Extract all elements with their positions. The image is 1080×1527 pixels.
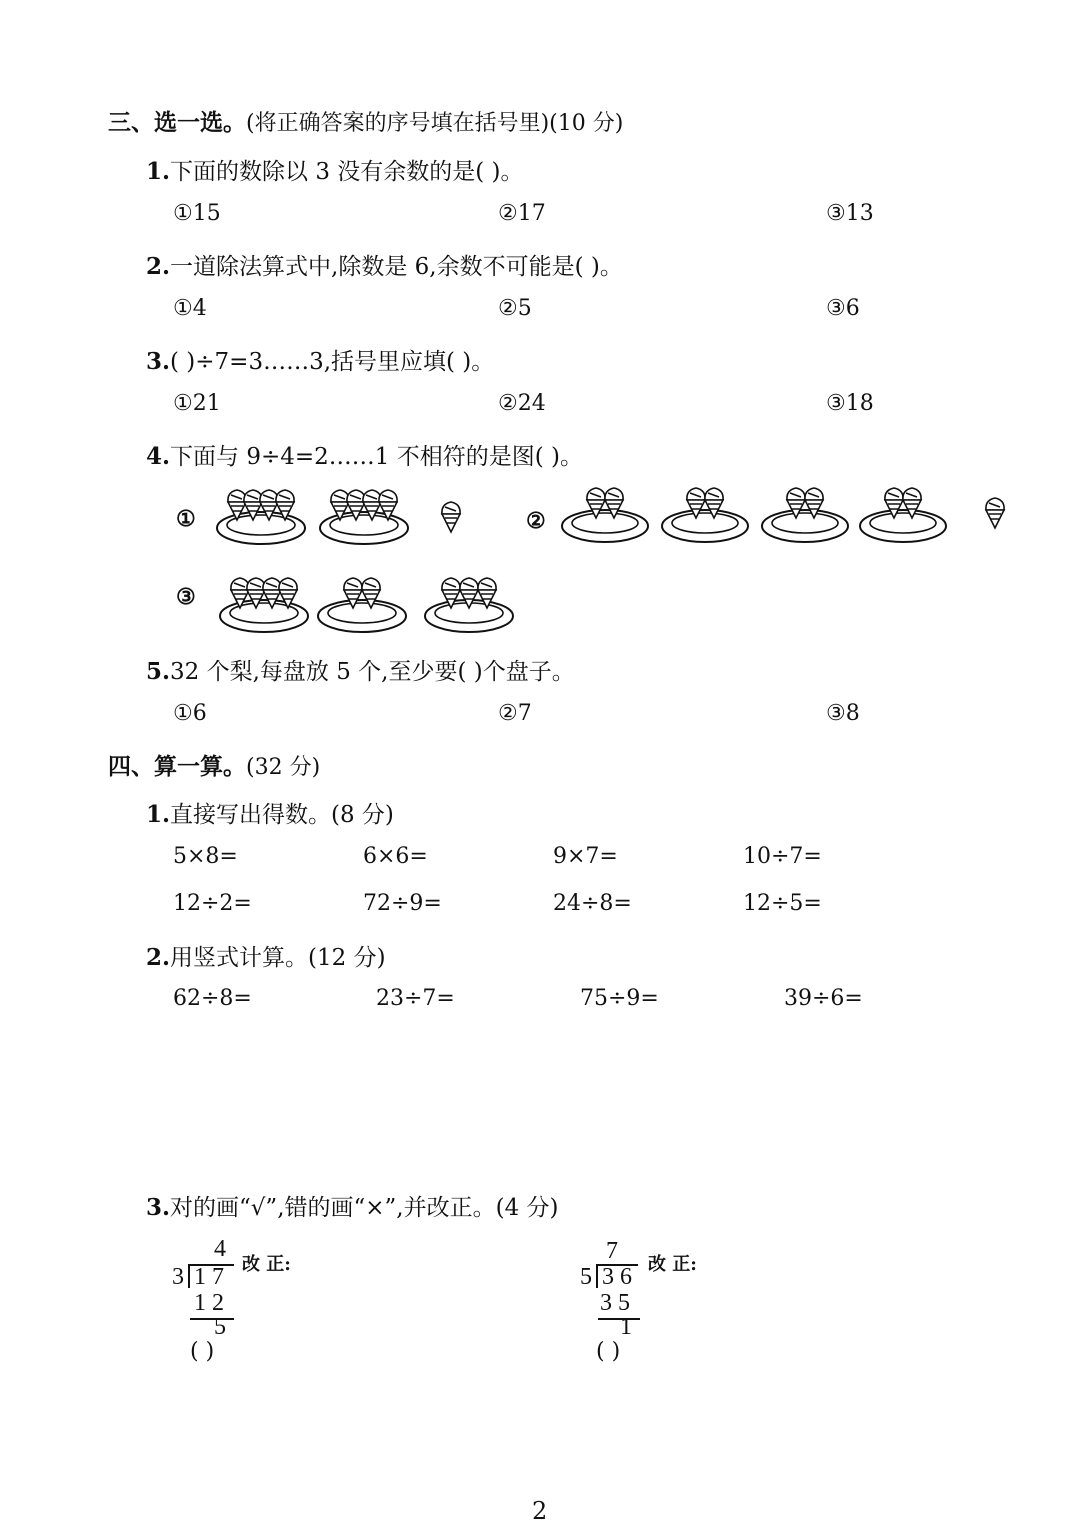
question-5	[146, 653, 575, 686]
question-text: 对的画“√”,错的画“×”,并改正。(4 分)	[170, 1195, 559, 1221]
section-3-note: (将正确答案的序号填在括号里)(10 分)	[246, 111, 624, 136]
calc-question-1	[146, 796, 394, 829]
question-text: 32 个梨,每盘放 5 个,至少要( )个盘子。	[170, 659, 575, 685]
subtraction-line	[190, 1318, 234, 1320]
vertical-calc-item: 23÷7=	[376, 986, 455, 1011]
oral-calc-item: 5×8=	[173, 844, 238, 869]
question-4	[146, 438, 583, 471]
picture-option-label: ①	[176, 506, 196, 532]
picture-option-label: ③	[176, 584, 196, 610]
plate-icon	[218, 576, 310, 646]
picture-option-label: ②	[526, 508, 546, 534]
remainder: 1	[620, 1314, 632, 1340]
divisor: 3	[172, 1264, 184, 1290]
question-text: 用竖式计算。(12 分)	[170, 945, 386, 971]
option: ③6	[826, 296, 860, 321]
oral-calc-item: 12÷5=	[743, 891, 822, 916]
single-ice-cream-icon	[436, 500, 466, 540]
correction-label: 改 正:	[648, 1254, 697, 1275]
quotient: 7	[606, 1238, 618, 1264]
option: ①15	[173, 201, 221, 226]
answer-parentheses: ( )	[190, 1339, 215, 1364]
page-number: 2	[532, 1497, 548, 1525]
plate-icon	[660, 486, 750, 556]
plate-icon	[858, 486, 948, 556]
remainder: 5	[214, 1314, 226, 1340]
long-division-right	[578, 1238, 658, 1338]
oral-calc-item: 10÷7=	[743, 844, 822, 869]
question-text: 一道除法算式中,除数是 6,余数不可能是( )。	[170, 254, 623, 280]
plate-icon	[423, 576, 515, 646]
product: 1 2	[194, 1290, 224, 1316]
plate-icon	[760, 486, 850, 556]
question-text: 下面与 9÷4=2……1 不相符的是图( )。	[170, 444, 583, 470]
option: ②5	[498, 296, 532, 321]
option: ③13	[826, 201, 874, 226]
single-ice-cream-icon	[980, 496, 1010, 536]
plate-icon	[318, 488, 410, 558]
vertical-calc-item: 75÷9=	[580, 986, 659, 1011]
section-3-heading	[108, 104, 623, 137]
plate-icon	[215, 488, 307, 558]
correction-label: 改 正:	[242, 1254, 291, 1275]
quotient: 4	[214, 1236, 226, 1262]
division-bracket-side	[596, 1264, 598, 1288]
question-number: 3.	[146, 1194, 171, 1221]
question-number: 1.	[146, 801, 171, 828]
option: ①21	[173, 391, 221, 416]
question-number: 1.	[146, 158, 171, 185]
question-number: 2.	[146, 253, 171, 280]
oral-calc-item: 24÷8=	[553, 891, 632, 916]
plate-icon	[560, 486, 650, 556]
division-bracket-side	[188, 1264, 190, 1288]
divisor: 5	[580, 1264, 592, 1290]
option: ②17	[498, 201, 546, 226]
question-number: 4.	[146, 443, 171, 470]
dividend: 1 7	[194, 1264, 224, 1290]
calc-question-3	[146, 1189, 559, 1222]
option: ②7	[498, 701, 532, 726]
oral-calc-item: 72÷9=	[363, 891, 442, 916]
dividend: 3 6	[602, 1264, 632, 1290]
plate-icon	[316, 576, 408, 646]
vertical-calc-item: 39÷6=	[784, 986, 863, 1011]
option: ③18	[826, 391, 874, 416]
question-number: 5.	[146, 658, 171, 685]
vertical-calc-item: 62÷8=	[173, 986, 252, 1011]
section-4-title: 四、算一算。	[108, 753, 246, 780]
question-text: 下面的数除以 3 没有余数的是( )。	[170, 159, 524, 185]
question-text: 直接写出得数。(8 分)	[170, 802, 394, 828]
option: ③8	[826, 701, 860, 726]
oral-calc-item: 12÷2=	[173, 891, 252, 916]
long-division-left	[170, 1236, 250, 1340]
product: 3 5	[600, 1290, 630, 1316]
calc-question-2	[146, 939, 386, 972]
section-4-heading	[108, 748, 320, 781]
section-4-note: (32 分)	[246, 755, 321, 780]
question-text: ( )÷7=3……3,括号里应填( )。	[170, 349, 495, 375]
section-3-title: 三、选一选。	[108, 109, 246, 136]
question-3	[146, 343, 494, 376]
oral-calc-item: 9×7=	[553, 844, 618, 869]
ice-cream-cone-icon	[986, 498, 1004, 528]
option: ①4	[173, 296, 207, 321]
question-1	[146, 153, 524, 186]
oral-calc-item: 6×6=	[363, 844, 428, 869]
answer-parentheses: ( )	[596, 1339, 621, 1364]
option: ②24	[498, 391, 546, 416]
question-number: 3.	[146, 348, 171, 375]
question-2	[146, 248, 623, 281]
option: ①6	[173, 701, 207, 726]
ice-cream-cone-icon	[442, 502, 460, 532]
subtraction-line	[598, 1318, 640, 1320]
question-number: 2.	[146, 944, 171, 971]
